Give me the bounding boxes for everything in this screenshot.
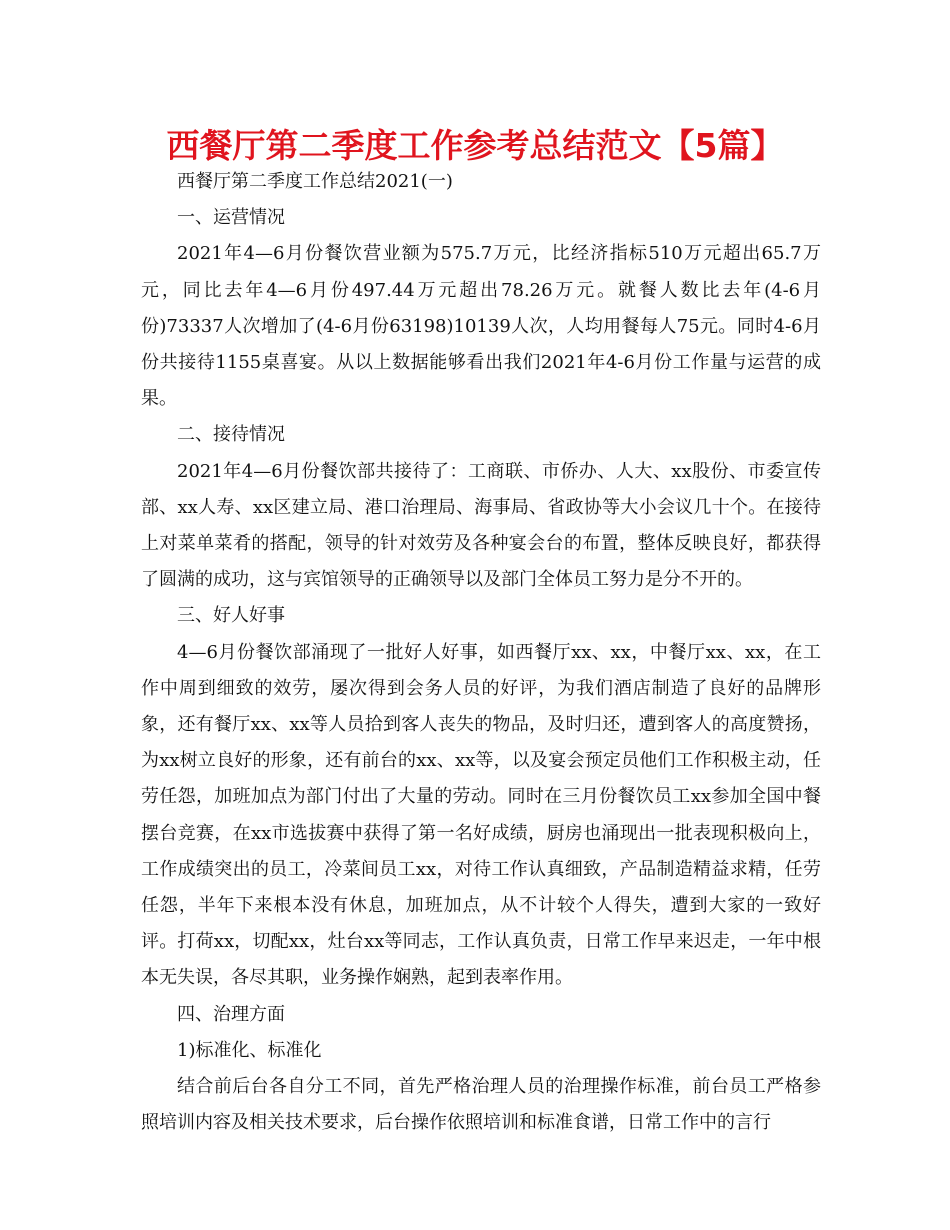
subheading-standardization: 1)标准化、标准化 (177, 1039, 322, 1061)
paragraph-reception: 2021年4—6月份餐饮部共接待了：工商联、市侨办、人大、xx股份、市委宣传部、xx人寿、xx区建立局、港口治理局、海事局、省政协等大小会议几十个。在接待上对菜单菜肴的搭配，领导的针对效劳及各种宴会台的布置，整体反映良好，都获得了圆满的成功，这与宾馆领导的正确领导以及部门全体员工努力是分不开的。 (141, 460, 821, 591)
report-subtitle: 西餐厅第二季度工作总结2021(一) (177, 171, 453, 192)
paragraph-good-deeds: 4—6月份餐饮部涌现了一批好人好事，如西餐厅xx、xx，中餐厅xx、xx，在工作中周到细致的效劳，屡次得到会务人员的好评，为我们酒店制造了良好的品牌形象，还有餐厅xx、xx等人员拾到客人丧失的物品，及时归还，遭到客人的高度赞扬，为xx树立良好的形象，还有前台的xx、xx等，以及宴会预定员他们工作积极主动，任劳任怨，加班加点为部门付出了大量的劳动。同时在三月份餐饮员工xx参加全国中餐摆台竞赛，在xx市选拔赛中获得了第一名好成绩，厨房也涌现出一批表现积极向上，工作成绩突出的员工，冷菜间员工xx，对待工作认真细致，产品制造精益求精，任劳任怨，半年下来根本没有休息，加班加点，从不计较个人得失，遭到大家的一致好评。打荷xx，切配xx，灶台xx等同志，工作认真负责，日常工作早来迟走，一年中根本无失误，各尽其职，业务操作娴熟，起到表率作用。 (141, 641, 821, 989)
section-heading-good-deeds: 三、好人好事 (177, 605, 285, 627)
paragraph-standardization: 结合前后台各自分工不同，首先严格治理人员的治理操作标准，前台员工严格参照培训内容及相关技术要求，后台操作依照培训和标准食谱，日常工作中的言行 (141, 1076, 821, 1134)
section-heading-reception: 二、接待情况 (177, 424, 285, 446)
section-heading-operations: 一、运营情况 (177, 207, 285, 229)
paragraph-operations: 2021年4—6月份餐饮营业额为575.7万元，比经济指标510万元超出65.7万元，同比去年4—6月份497.44万元超出78.26万元。就餐人数比去年(4-6月份)73337人次增加了(4-6月份63198)10139人次，人均用餐每人75元。同时4-6月份共接待1155桌喜宴。从以上数据能够看出我们2021年4-6月份工作量与运营的成果。 (141, 243, 821, 410)
document-title: 西餐厅第二季度工作参考总结范文【5篇】 (166, 126, 784, 165)
document-body (141, 164, 821, 1141)
section-heading-management: 四、治理方面 (177, 1003, 285, 1025)
